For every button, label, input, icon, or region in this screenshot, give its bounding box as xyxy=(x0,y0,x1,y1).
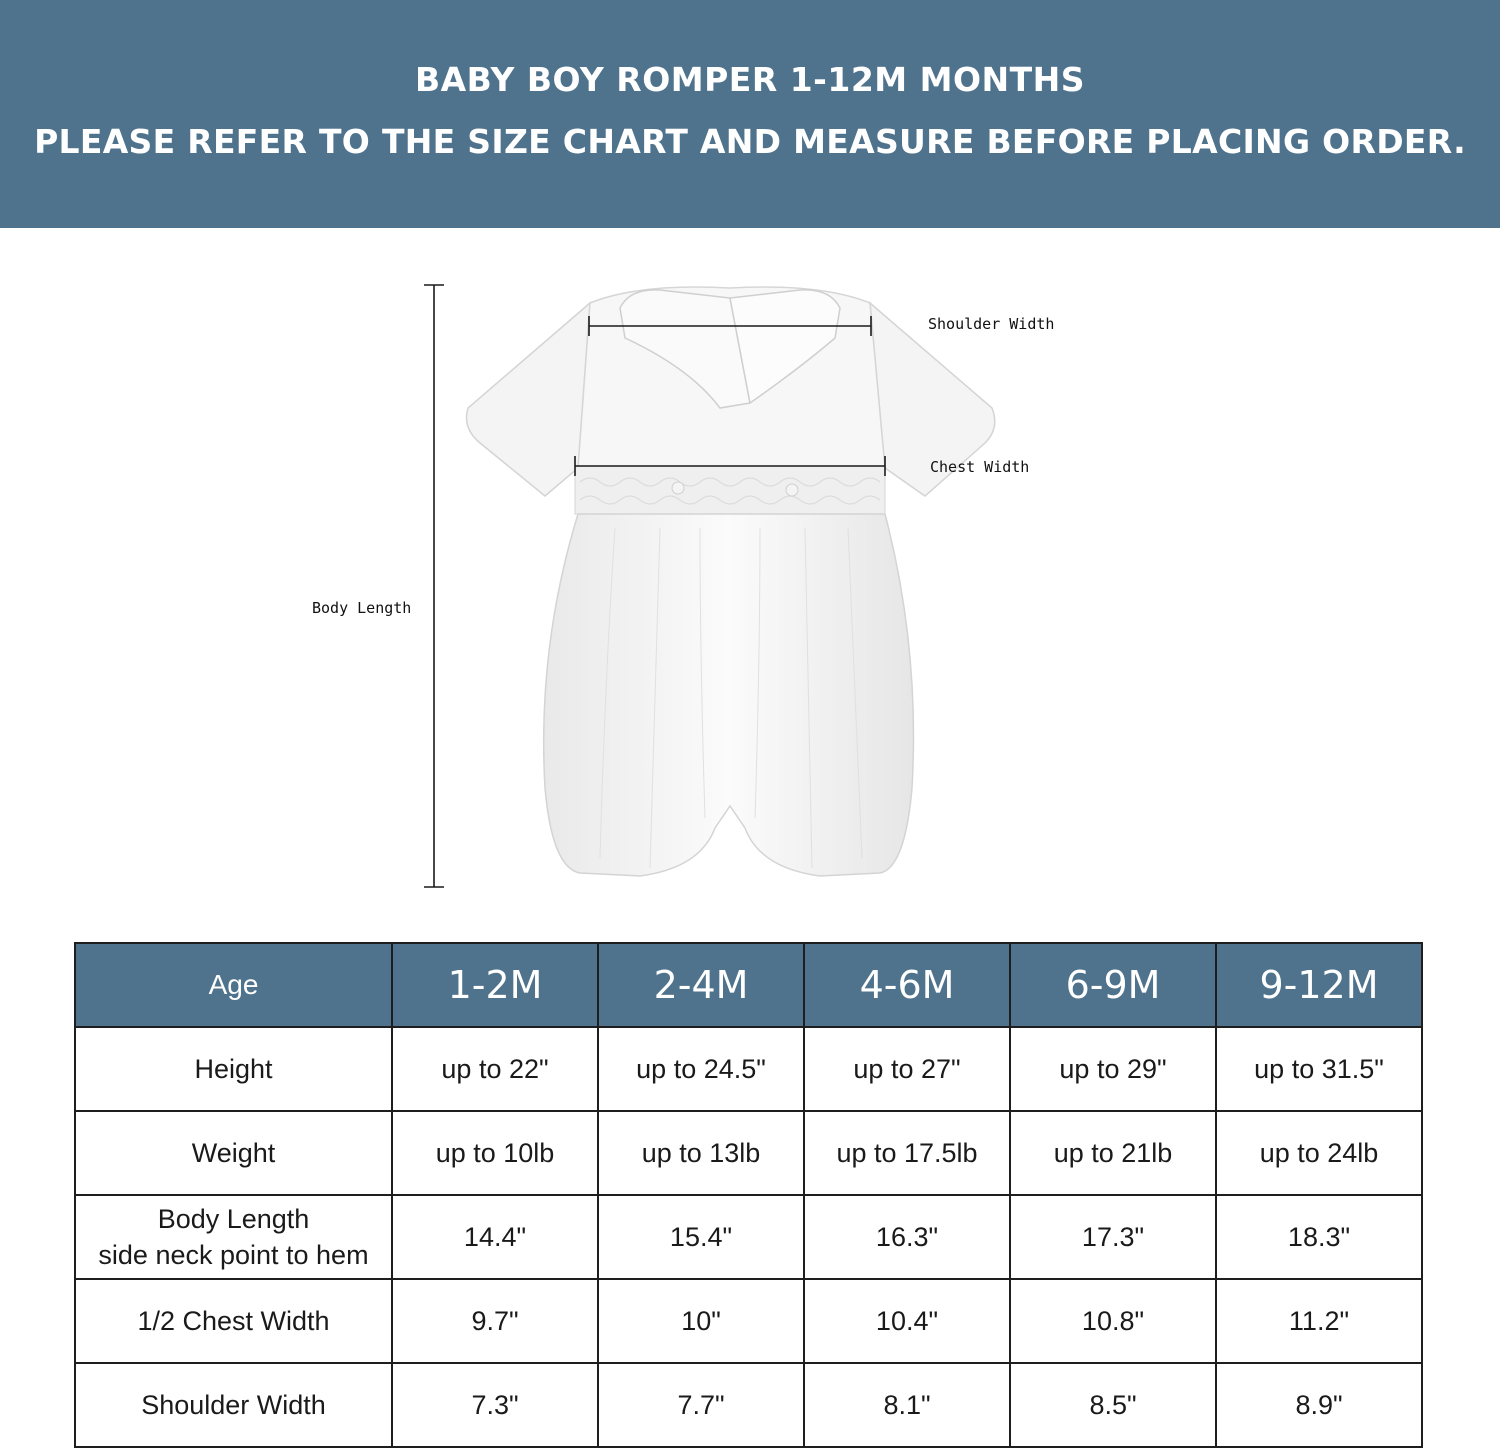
row-label-height: Height xyxy=(75,1027,392,1111)
table-cell: 18.3" xyxy=(1216,1195,1422,1279)
row-label-body-length-sub: side neck point to hem xyxy=(98,1240,369,1270)
table-cell: up to 29" xyxy=(1010,1027,1216,1111)
table-cell: up to 22" xyxy=(392,1027,598,1111)
table-cell: up to 31.5" xyxy=(1216,1027,1422,1111)
table-cell: up to 24lb xyxy=(1216,1111,1422,1195)
shoulder-width-label: Shoulder Width xyxy=(928,315,1055,333)
body-length-label: Body Length xyxy=(312,599,412,617)
header-size-4-6m: 4-6M xyxy=(804,943,1010,1027)
button-left xyxy=(672,482,684,494)
table-cell: 9.7" xyxy=(392,1279,598,1363)
table-cell: up to 13lb xyxy=(598,1111,804,1195)
table-cell: up to 10lb xyxy=(392,1111,598,1195)
header-size-6-9m: 6-9M xyxy=(1010,943,1216,1027)
page-subtitle: PLEASE REFER TO THE SIZE CHART AND MEASURE BEFORE PLACING ORDER. xyxy=(34,122,1466,161)
waistband xyxy=(575,466,885,514)
table-cell: 16.3" xyxy=(804,1195,1010,1279)
row-label-chest-width: 1/2 Chest Width xyxy=(75,1279,392,1363)
table-cell: up to 21lb xyxy=(1010,1111,1216,1195)
page-title: BABY BOY ROMPER 1-12M MONTHS xyxy=(414,60,1086,99)
table-cell: 8.1" xyxy=(804,1363,1010,1447)
header-age: Age xyxy=(75,943,392,1027)
table-row xyxy=(75,1027,1422,1111)
row-label-body-length-main: Body Length xyxy=(157,1204,310,1234)
header-size-9-12m: 9-12M xyxy=(1216,943,1422,1027)
romper-bottom xyxy=(544,514,914,876)
table-row xyxy=(75,1111,1422,1195)
table-cell: 10.4" xyxy=(804,1279,1010,1363)
table-cell: up to 24.5" xyxy=(598,1027,804,1111)
table-cell: up to 27" xyxy=(804,1027,1010,1111)
table-row xyxy=(75,1363,1422,1447)
table-cell: 15.4" xyxy=(598,1195,804,1279)
table-cell: 7.7" xyxy=(598,1363,804,1447)
table-cell: 7.3" xyxy=(392,1363,598,1447)
table-cell: 10.8" xyxy=(1010,1279,1216,1363)
table-cell: 17.3" xyxy=(1010,1195,1216,1279)
header-banner xyxy=(0,0,1500,228)
table-cell: 10" xyxy=(598,1279,804,1363)
table-header-row xyxy=(75,943,1422,1027)
table-row xyxy=(75,1279,1422,1363)
row-label-weight: Weight xyxy=(75,1111,392,1195)
table-cell: 8.9" xyxy=(1216,1363,1422,1447)
left-sleeve xyxy=(467,303,591,496)
length-measure-line xyxy=(424,285,444,887)
romper-illustration xyxy=(0,228,1500,928)
row-label-shoulder-width: Shoulder Width xyxy=(75,1363,392,1447)
button-right xyxy=(786,484,798,496)
measurement-figure xyxy=(0,228,1500,928)
size-chart-table xyxy=(74,942,1423,1448)
chest-width-label: Chest Width xyxy=(930,458,1030,476)
header-size-1-2m: 1-2M xyxy=(392,943,598,1027)
table-cell: 8.5" xyxy=(1010,1363,1216,1447)
table-cell: 11.2" xyxy=(1216,1279,1422,1363)
table-cell: up to 17.5lb xyxy=(804,1111,1010,1195)
table-cell: 14.4" xyxy=(392,1195,598,1279)
table-row xyxy=(75,1195,1422,1279)
header-size-2-4m: 2-4M xyxy=(598,943,804,1027)
row-label-body-length xyxy=(75,1195,392,1279)
